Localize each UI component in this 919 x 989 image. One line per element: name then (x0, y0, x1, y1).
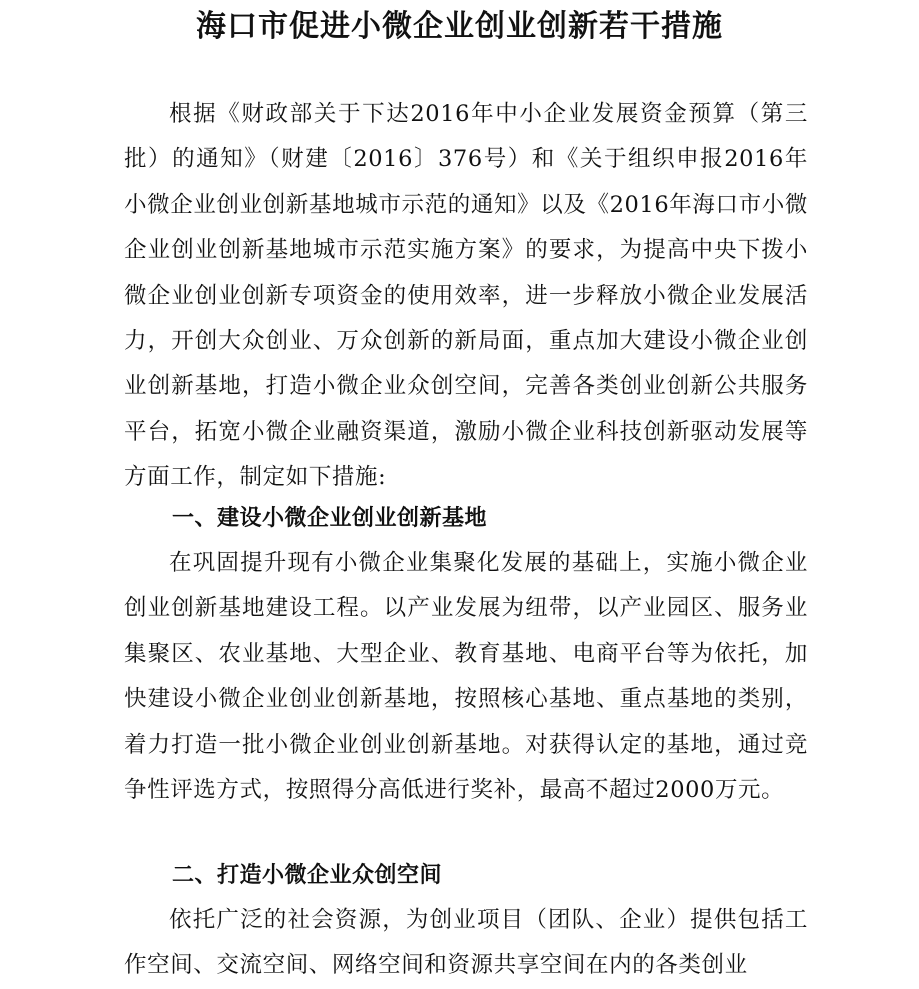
section-heading-2: 二、打造小微企业众创空间 (172, 863, 443, 888)
document-title: 海口市促进小微企业创业创新若干措施 (196, 9, 723, 44)
section-body-1: 在巩固提升现有小微企业集聚化发展的基础上，实施小微企业创业创新基地建设工程。以产业发展为纽带，以产业园区、服务业集聚区、农业基地、大型企业、教育基地、电商平台等为依托，加快建设小微企业创业创新基地，按照核心基地、重点基地的类别，着力打造一批小微企业创业创新基地。对获得认定的基地，通过竞争性评选方式，按照得分高低进行奖补，最高不超过2000万元。 (124, 550, 808, 804)
section-heading-1: 一、建设小微企业创业创新基地 (172, 506, 488, 531)
intro-paragraph: 根据《财政部关于下达2016年中小企业发展资金预算（第三批）的通知》（财建〔2016〕376号）和《关于组织申报2016年小微企业创业创新基地城市示范的通知》以及《2016年海口市小微企业创业创新基地城市示范实施方案》的要求，为提高中央下拨小微企业创业创新专项资金的使用效率，进一步释放小微企业发展活力，开创大众创业、万众创新的新局面，重点加大建设小微企业创业创新基地，打造小微企业众创空间，完善各类创业创新公共服务平台，拓宽小微企业融资渠道，激励小微企业科技创新驱动发展等方面工作，制定如下措施: (124, 101, 808, 491)
section-body-2: 依托广泛的社会资源，为创业项目（团队、企业）提供包括工作空间、交流空间、网络空间和资源共享空间在内的各类创业 (124, 907, 808, 979)
